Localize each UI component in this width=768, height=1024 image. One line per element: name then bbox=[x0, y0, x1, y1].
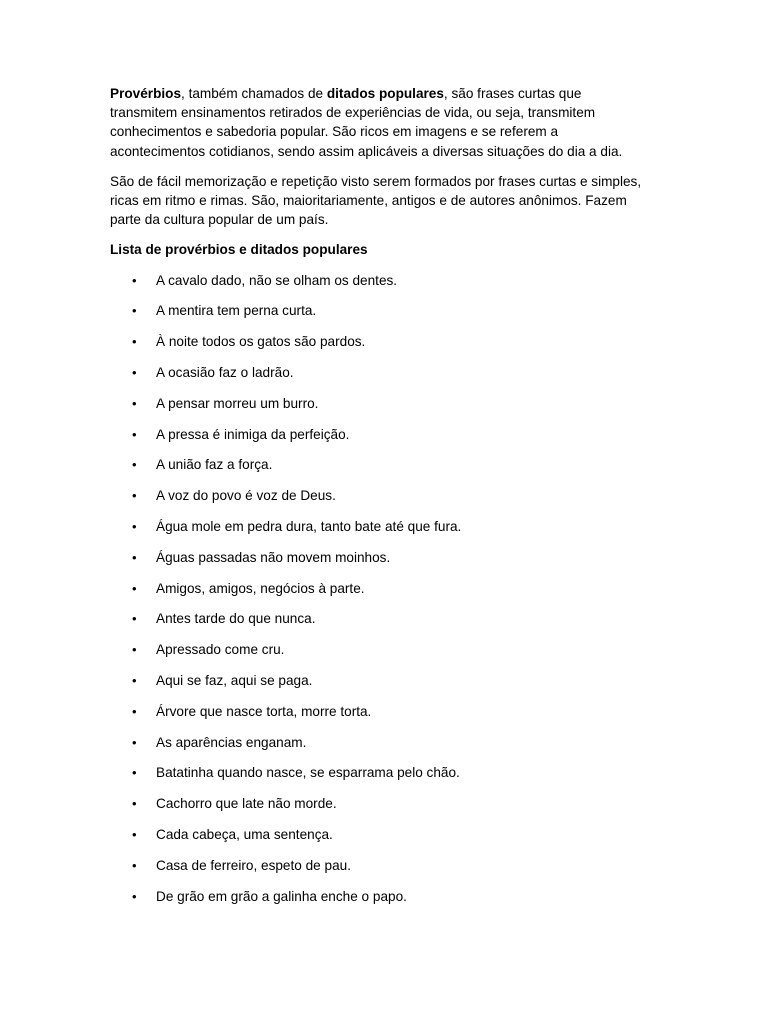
intro-text-2: , são frases curtas que transmitem ensinamentos retirados de experiências de vida, ou seja, transmitem conhecimentos e sabedoria popular. São ricos em imagens e se referem a acontecimentos cotidianos, sendo assim aplicáveis a diversas situações do dia a dia. bbox=[110, 86, 623, 159]
proverb-text: A voz do povo é voz de Deus. bbox=[156, 488, 336, 504]
proverb-text: Amigos, amigos, negócios à parte. bbox=[156, 580, 365, 596]
proverb-text: Cachorro que late não morde. bbox=[156, 796, 337, 812]
term-proverbios: Provérbios bbox=[110, 86, 182, 101]
intro-paragraph-1 bbox=[110, 84, 650, 161]
bullet-icon: • bbox=[132, 796, 137, 812]
term-ditados-populares: ditados populares bbox=[326, 86, 444, 101]
list-item bbox=[110, 671, 650, 702]
bullet-icon: • bbox=[132, 272, 137, 288]
list-item bbox=[110, 794, 650, 825]
proverb-text: A pensar morreu um burro. bbox=[156, 395, 319, 411]
bullet-icon: • bbox=[132, 488, 137, 504]
bullet-icon: • bbox=[132, 826, 137, 842]
bullet-icon: • bbox=[132, 303, 137, 319]
list-item bbox=[110, 271, 650, 302]
bullet-icon: • bbox=[132, 765, 137, 781]
proverb-text: A pressa é inimiga da perfeição. bbox=[156, 426, 350, 442]
proverb-text: De grão em grão a galinha enche o papo. bbox=[156, 888, 407, 904]
document-page bbox=[110, 84, 650, 917]
proverb-text: Cada cabeça, uma sentença. bbox=[156, 826, 333, 842]
list-item bbox=[110, 332, 650, 363]
proverb-text: A ocasião faz o ladrão. bbox=[156, 365, 294, 381]
proverb-text: Aqui se faz, aqui se paga. bbox=[156, 672, 313, 688]
proverb-text: Árvore que nasce torta, morre torta. bbox=[156, 703, 372, 719]
bullet-icon: • bbox=[132, 672, 137, 688]
bullet-icon: • bbox=[132, 857, 137, 873]
bullet-icon: • bbox=[132, 734, 137, 750]
list-item bbox=[110, 733, 650, 764]
list-item bbox=[110, 763, 650, 794]
list-item bbox=[110, 486, 650, 517]
bullet-icon: • bbox=[132, 519, 137, 534]
list-item bbox=[110, 579, 650, 610]
proverb-list bbox=[110, 271, 650, 918]
proverb-text: A união faz a força. bbox=[156, 457, 273, 473]
proverb-text: Água mole em pedra dura, tanto bate até que fura. bbox=[156, 519, 462, 534]
bullet-icon: • bbox=[132, 888, 137, 904]
list-item bbox=[110, 702, 650, 733]
list-item bbox=[110, 394, 650, 425]
intro-paragraph-2: São de fácil memorização e repetição visto serem formados por frases curtas e simples, ricas em ritmo e rimas. São, maioritariamente, antigos e de autores anônimos. Fazem parte da cultura popular de um país. bbox=[110, 173, 642, 228]
list-item bbox=[110, 301, 650, 332]
proverb-text: Casa de ferreiro, espeto de pau. bbox=[156, 857, 351, 873]
list-item bbox=[110, 856, 650, 887]
list-item bbox=[110, 640, 650, 671]
list-item bbox=[110, 548, 650, 579]
bullet-icon: • bbox=[132, 703, 137, 719]
proverb-text: Apressado come cru. bbox=[156, 642, 285, 658]
proverb-text: A cavalo dado, não se olham os dentes. bbox=[156, 272, 398, 288]
bullet-icon: • bbox=[132, 611, 137, 627]
intro-text-1: , também chamados de bbox=[181, 86, 327, 101]
proverb-text: Águas passadas não movem moinhos. bbox=[156, 549, 391, 565]
list-item bbox=[110, 455, 650, 486]
bullet-icon: • bbox=[132, 334, 137, 350]
proverb-text: Batatinha quando nasce, se esparrama pelo chão. bbox=[156, 765, 460, 781]
bullet-icon: • bbox=[132, 365, 137, 381]
proverb-text: Antes tarde do que nunca. bbox=[156, 611, 316, 627]
list-item bbox=[110, 363, 650, 394]
list-heading: Lista de provérbios e ditados populares bbox=[110, 242, 368, 258]
list-item bbox=[110, 517, 650, 548]
bullet-icon: • bbox=[132, 395, 137, 411]
list-item bbox=[110, 425, 650, 456]
list-item bbox=[110, 825, 650, 856]
bullet-icon: • bbox=[132, 549, 137, 565]
bullet-icon: • bbox=[132, 426, 137, 442]
list-item bbox=[110, 609, 650, 640]
bullet-icon: • bbox=[132, 580, 137, 596]
proverb-text: À noite todos os gatos são pardos. bbox=[156, 334, 366, 350]
bullet-icon: • bbox=[132, 457, 137, 473]
proverb-text: A mentira tem perna curta. bbox=[156, 303, 317, 319]
bullet-icon: • bbox=[132, 642, 137, 658]
list-item bbox=[110, 887, 650, 918]
proverb-text: As aparências enganam. bbox=[156, 734, 307, 750]
